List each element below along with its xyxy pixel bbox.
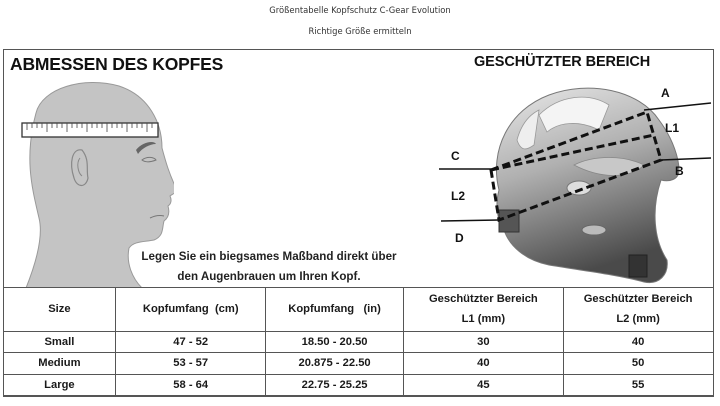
headgear-illustration: [429, 70, 714, 295]
size-table: [3, 287, 714, 397]
page-subtitle: Richtige Größe ermitteln: [308, 26, 412, 36]
cell-size: Small: [3, 331, 116, 353]
protected-area-heading: GESCHÜTZTER BEREICH: [474, 54, 651, 70]
cell-l2: 40: [563, 331, 713, 353]
cell-l1: 45: [404, 374, 564, 396]
cell-size: Large: [3, 374, 116, 396]
header-circumference-cm: Kopfumfang (cm): [116, 287, 266, 331]
header-protected-l1: Geschützter Bereich L1 (mm): [404, 287, 564, 331]
table-row: [3, 353, 713, 375]
cell-in: 18.50 - 20.50: [266, 331, 404, 353]
cell-cm: 47 - 52: [116, 331, 266, 353]
cell-in: 22.75 - 25.25: [266, 374, 404, 396]
cell-l2: 55: [563, 374, 713, 396]
cell-size: Medium: [3, 353, 116, 375]
label-a: A: [661, 86, 670, 100]
page-title: Größentabelle Kopfschutz C-Gear Evolution: [269, 5, 451, 15]
label-l1: L1: [665, 121, 680, 135]
label-d: D: [455, 231, 464, 245]
label-l2: L2: [451, 189, 466, 203]
measuring-instruction: [104, 247, 434, 287]
instruction-line-2: den Augenbrauen um Ihren Kopf.: [177, 270, 361, 283]
cell-l2: 50: [563, 353, 713, 375]
header-size: Size: [3, 287, 116, 331]
measure-head-heading: ABMESSEN DES KOPFES: [10, 54, 224, 74]
measuring-tape: [22, 123, 158, 137]
table-header-row: [3, 287, 713, 331]
cell-in: 20.875 - 22.50: [266, 353, 404, 375]
cell-l1: 40: [404, 353, 564, 375]
table-row: [3, 374, 713, 396]
label-c: C: [451, 149, 460, 163]
chin-strap-left: [499, 210, 519, 232]
cell-cm: 53 - 57: [116, 353, 266, 375]
instruction-line-1: Legen Sie ein biegsames Maßband direkt über: [141, 250, 397, 263]
header-protected-l2: Geschützter Bereich L2 (mm): [563, 287, 713, 331]
header-circumference-in: Kopfumfang (in): [266, 287, 404, 331]
chin-strap-buckle: [629, 255, 647, 277]
table-row: [3, 331, 713, 353]
size-chart-frame: [3, 49, 714, 397]
label-b: B: [675, 164, 684, 178]
cell-cm: 58 - 64: [116, 374, 266, 396]
cell-l1: 30: [404, 331, 564, 353]
